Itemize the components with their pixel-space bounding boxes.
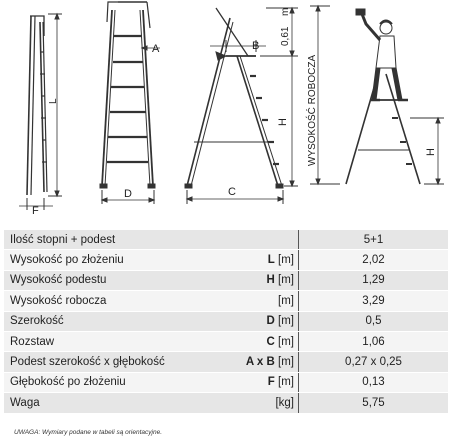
row-value: 2,02 xyxy=(299,250,449,270)
front-view xyxy=(100,2,160,204)
row-value: 1,29 xyxy=(299,270,449,290)
label-B: B xyxy=(252,40,260,52)
row-symbol: [kg] xyxy=(216,393,299,413)
row-symbol: C [m] xyxy=(216,331,299,351)
table-row xyxy=(4,311,448,331)
row-symbol: [m] xyxy=(216,291,299,311)
table-row xyxy=(4,230,448,250)
row-label: Szerokość xyxy=(4,311,216,331)
label-C: C xyxy=(228,186,236,198)
row-value: 0,5 xyxy=(299,311,449,331)
row-label: Głębokość po złożeniu xyxy=(4,372,216,392)
row-symbol: D [m] xyxy=(216,311,299,331)
row-label: Wysokość podestu xyxy=(4,270,216,290)
row-label: Wysokość po złożeniu xyxy=(4,250,216,270)
label-F: F xyxy=(32,205,39,217)
working-person-view xyxy=(310,6,444,184)
row-label: Wysokość robocza xyxy=(4,291,216,311)
spec-table xyxy=(4,230,448,414)
row-label: Ilość stopni + podest xyxy=(4,230,216,250)
row-label: Podest szerokość x głębokość xyxy=(4,352,216,372)
label-L: L xyxy=(48,98,59,104)
row-symbol: A x B [m] xyxy=(216,352,299,372)
table-row xyxy=(4,352,448,372)
label-061: 0,61 xyxy=(280,26,291,46)
label-A: A xyxy=(152,43,160,55)
row-value: 5+1 xyxy=(299,230,449,250)
label-H-side: H xyxy=(277,118,289,126)
row-symbol: F [m] xyxy=(216,372,299,392)
row-value: 1,06 xyxy=(299,331,449,351)
table-row xyxy=(4,250,448,270)
table-row xyxy=(4,393,448,413)
table-row xyxy=(4,270,448,290)
row-value: 5,75 xyxy=(299,393,449,413)
row-value: 0,13 xyxy=(299,372,449,392)
row-symbol xyxy=(216,230,299,250)
label-m: m xyxy=(280,7,291,16)
row-symbol: H [m] xyxy=(216,270,299,290)
row-value: 3,29 xyxy=(299,291,449,311)
row-value: 0,27 x 0,25 xyxy=(299,352,449,372)
table-row xyxy=(4,331,448,351)
row-label: Waga xyxy=(4,393,216,413)
folded-side-view xyxy=(19,14,62,210)
table-row xyxy=(4,291,448,311)
table-row xyxy=(4,372,448,392)
label-H-person: H xyxy=(425,148,437,156)
row-label: Rozstaw xyxy=(4,331,216,351)
label-working-height: WYSOKOŚĆ ROBOCZA xyxy=(307,54,318,166)
footnote: UWAGA: Wymiary podane w tabeli są orientacyjne. xyxy=(14,429,162,436)
row-symbol: L [m] xyxy=(216,250,299,270)
label-D: D xyxy=(124,188,132,200)
